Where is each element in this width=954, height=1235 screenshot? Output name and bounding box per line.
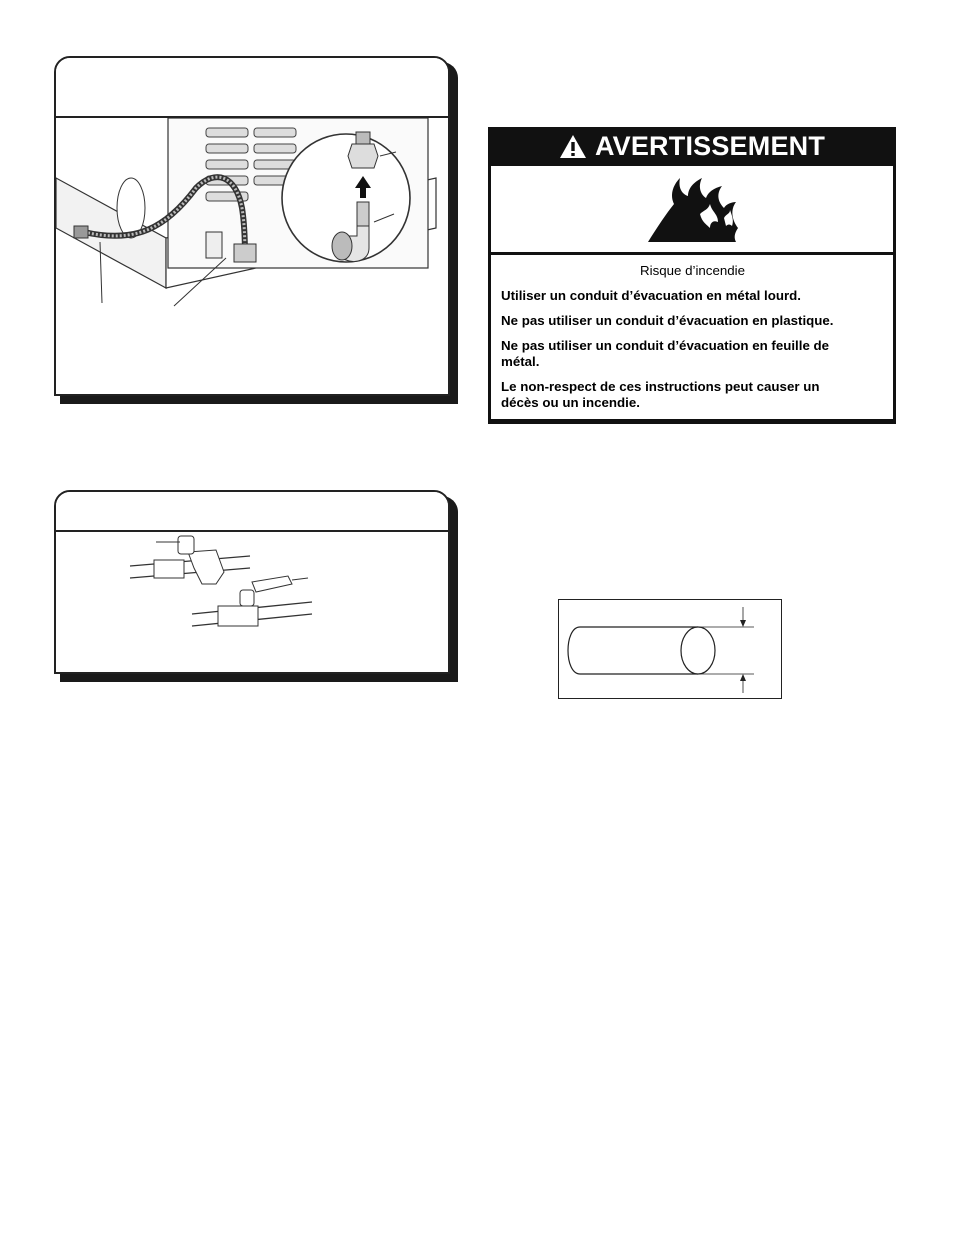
warning-subtitle: Risque d’incendie <box>640 263 745 278</box>
figure-header-bar <box>56 58 448 118</box>
duct-diameter-diagram <box>558 599 782 699</box>
gas-connection-illustration <box>56 118 448 394</box>
gas-connection-figure <box>54 56 458 404</box>
warning-instruction: Utiliser un conduit d’évacuation en métal lourd. <box>501 288 801 303</box>
shutoff-valves-illustration <box>56 532 448 672</box>
shutoff-valves-figure <box>54 490 458 682</box>
fire-hazard-icon <box>644 174 740 244</box>
warning-triangle-icon <box>559 134 587 159</box>
figure-header-bar <box>56 492 448 532</box>
warning-header <box>491 130 893 163</box>
warning-title: AVERTISSEMENT <box>594 131 826 161</box>
warning-body <box>491 255 893 419</box>
fire-icon-panel <box>491 166 893 252</box>
warning-instruction: Ne pas utiliser un conduit d’évacuation en plastique. <box>501 313 834 328</box>
warning-box <box>488 127 896 424</box>
warning-instruction: Ne pas utiliser un conduit d’évacuation en feuille de métal. <box>501 338 830 369</box>
warning-instruction: Le non-respect de ces instructions peut causer un décès ou un incendie. <box>501 379 820 410</box>
